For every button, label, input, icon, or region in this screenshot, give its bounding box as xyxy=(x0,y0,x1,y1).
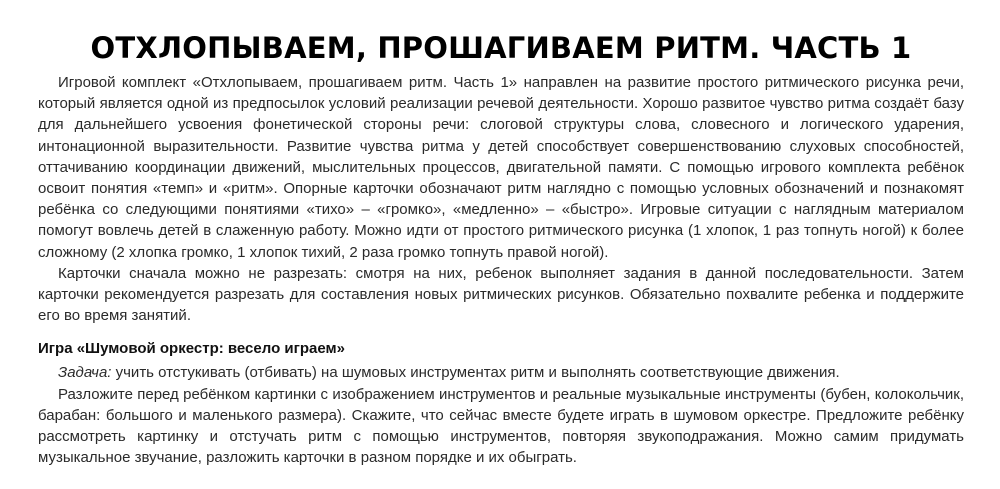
task-label: Задача: xyxy=(58,364,112,382)
game-heading: Игра «Шумовой оркестр: весело играем» xyxy=(38,340,345,358)
page-title: ОТХЛОПЫВАЕМ, ПРОШАГИВАЕМ РИТМ. ЧАСТЬ 1 xyxy=(90,31,912,65)
task-text: учить отстукивать (отбивать) на шумовых инструментах ритм и выполнять соответствующие движения. xyxy=(111,364,840,382)
document-body xyxy=(38,72,964,468)
task-paragraph xyxy=(38,362,964,383)
instructions-paragraph: Разложите перед ребёнком картинки с изображением инструментов и реальные музыкальные инструменты (бубен, колокольчик, барабан: большого и маленького размера). Скажите, что сейчас вместе будете играть в шумовом оркестре. Предложите ребёнку рассмотреть картинку и отстучать ритм с помощью инструментов, повторяя звукоподражания. Можно самим придумать музыкальное звучание, разложить карточки в разном порядке и их обыграть. xyxy=(38,385,964,467)
intro-paragraph: Игровой комплект «Отхлопываем, прошагиваем ритм. Часть 1» направлен на развитие простого ритмического рисунка речи, который является одной из предпосылок условий реализации речевой деятельности. Хорошо развитое чувство ритма создаёт базу для дальнейшего усвоения фонетической стороны речи: слоговой структуры слова, словесного и логического ударения, интонационной выразительности. Развитие чувства ритма у детей способствует совершенствованию слуховых способностей, оттачиванию координации движений, мыслительных процессов, двигательной памяти. С помощью игрового комплекта ребёнок освоит понятия «темп» и «ритм». Опорные карточки обозначают ритм наглядно с помощью условных обозначений и познакомят ребёнка со следующими понятиями «тихо» – «громко», «медленно» – «быстро». Игровые ситуации с наглядным материалом помогут вовлечь детей в слаженную работу. Можно идти от простого ритмического рисунка (1 хлопок, 1 раз топнуть ногой) к более сложному (2 хлопка громко, 1 хлопок тихий, 2 раза громко топнуть правой ногой). xyxy=(38,74,964,261)
cards-paragraph: Карточки сначала можно не разрезать: смотря на них, ребенок выполняет задания в данной последовательности. Затем карточки рекомендуется разрезать для составления новых ритмических рисунков. Обязательно похвалите ребенка и поддержите его во время занятий. xyxy=(38,264,964,325)
